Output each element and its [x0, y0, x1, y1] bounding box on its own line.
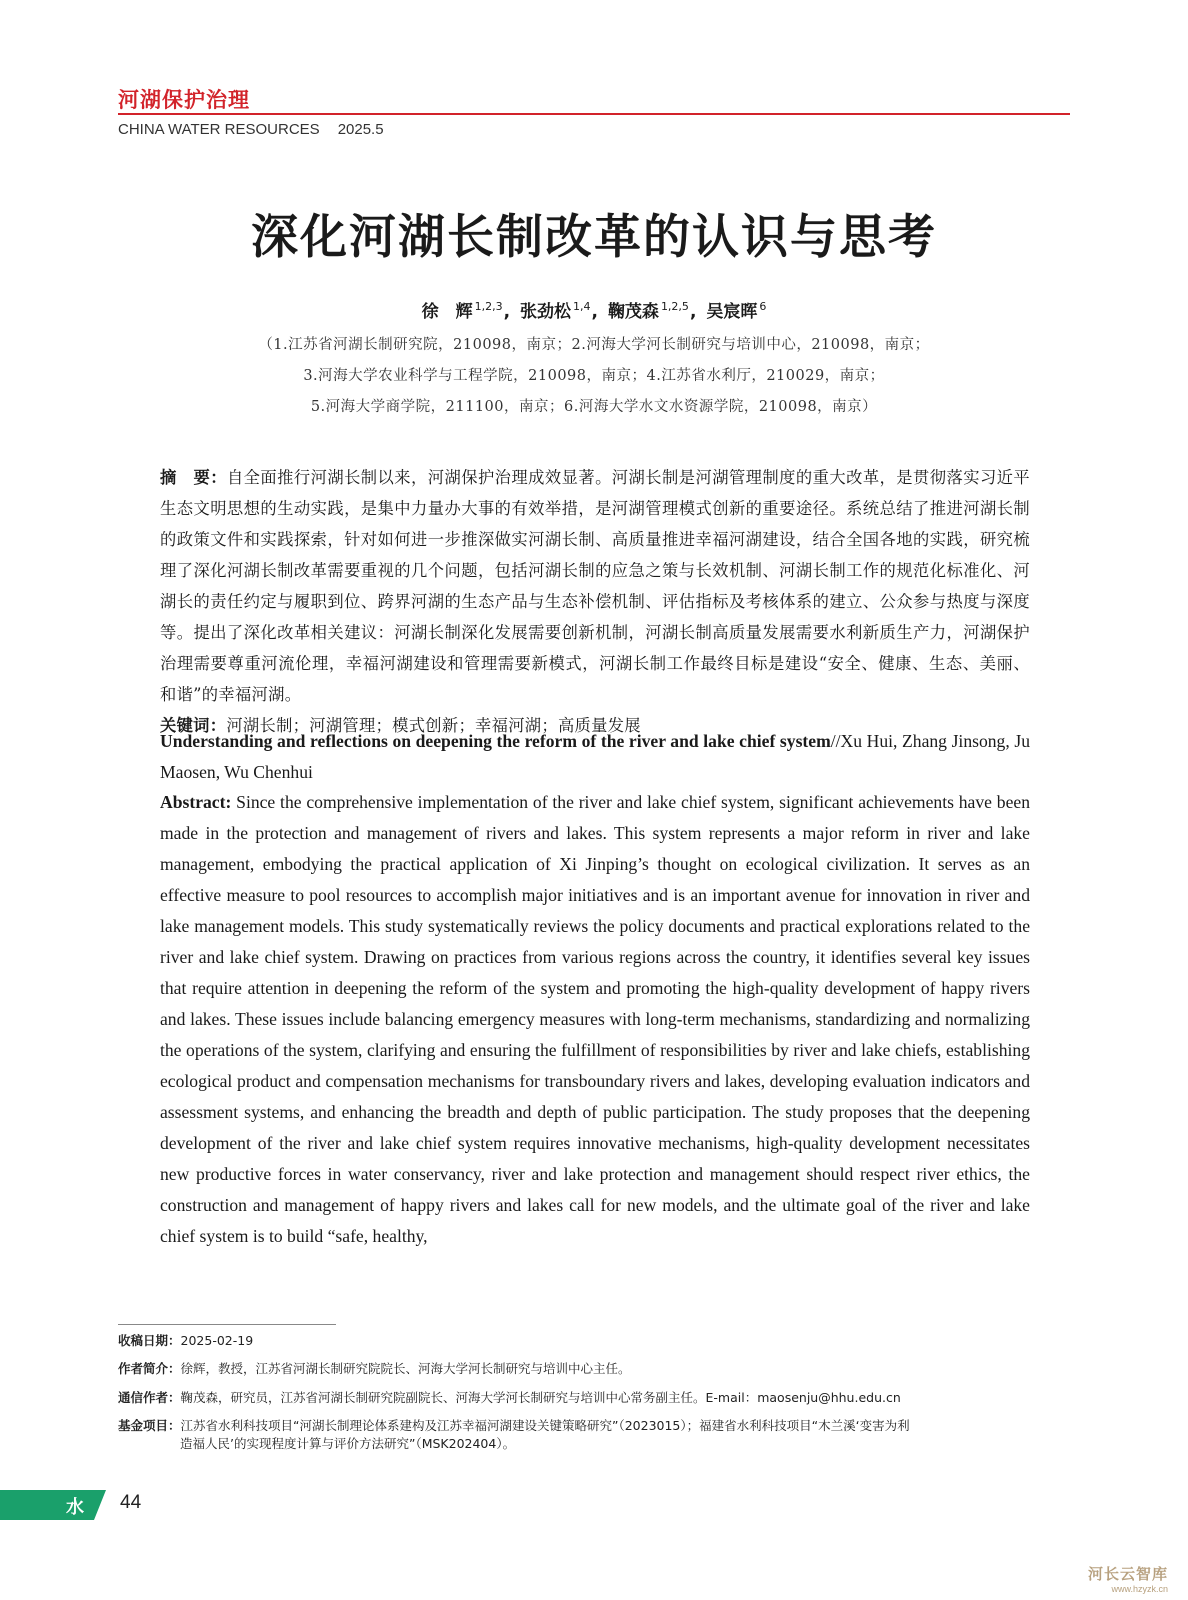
author-affil-sup: 6: [759, 300, 767, 314]
author-name: 徐 辉: [421, 302, 473, 322]
page-tab-label: 水: [66, 1497, 84, 1518]
received-date: 2025-02-19: [180, 1333, 254, 1348]
keywords-text: 河湖长制；河湖管理；模式创新；幸福河湖；高质量发展: [226, 716, 641, 735]
bio-label: 作者简介：: [118, 1361, 181, 1376]
received-label: 收稿日期：: [118, 1333, 181, 1348]
keywords-label: 关键词：: [160, 716, 227, 735]
en-title-block: [160, 726, 1030, 788]
author-name: 吴宸晖: [706, 302, 758, 322]
author-separator: ,: [503, 302, 511, 322]
en-authors: //Xu Hui, Zhang Jinsong, Ju Maosen, Wu Chenhui: [160, 731, 1031, 782]
bio-text: 徐辉，教授，江苏省河湖长制研究院院长、河海大学河长制研究与培训中心主任。: [180, 1361, 631, 1376]
journal-issue: 2025.5: [337, 121, 384, 138]
affiliation-line: 3.河海大学农业科学与工程学院，210098，南京；4.江苏省水利厅，210029，南京；: [303, 368, 885, 384]
footnote-funding: [118, 1417, 1072, 1453]
en-abstract-label: Abstract:: [160, 792, 232, 812]
en-abstract: [160, 787, 1030, 1252]
watermark-name: 河长云智库: [1087, 1565, 1168, 1583]
author-name: 张劲松: [520, 302, 572, 322]
page-number: 44: [120, 1492, 142, 1513]
author-separator: ,: [689, 302, 697, 322]
header-rule: [118, 113, 1070, 115]
page-tab-bar: [0, 1490, 106, 1520]
author-affil-sup: 1,2,3: [474, 300, 503, 314]
author-separator: ,: [591, 302, 599, 322]
watermark: [1088, 1563, 1168, 1594]
section-title: 河湖保护治理: [118, 88, 250, 112]
footnote-rule: [118, 1324, 336, 1325]
article-title: 深化河湖长制改革的认识与思考: [251, 210, 937, 265]
en-abstract-text: Since the comprehensive implementation of the river and lake chief system, significant achievements have been made in the protection and management of rivers and lakes. This system represents a major reform in river and lake management, embodying the practical application of Xi Jinping’s thought on ecological civilization. It serves as an effective measure to pool resources to accomplish major initiatives and is an important avenue for innovation in river and lake management models. This study systematically reviews the policy documents and practical explorations related to the river and lake chief system. Drawing on practices from various regions across the country, it identifies several key issues that require attention in deepening the reform of the system and promoting the high-quality development of happy rivers and lakes. These issues include balancing emergency measures with long-term mechanisms, standardizing and normalizing the operations of the system, clarifying and ensuring the fulfillment of responsibilities by river and lake chiefs, establishing ecological product and compensation mechanisms for transboundary rivers and lakes, developing evaluation indicators and assessment systems, and enhancing the breadth and depth of public participation. The study proposes that the deepening development of the river and lake chief system requires innovative mechanisms, high-quality development necessitates new productive forces in water conservancy, river and lake protection and management should respect river ethics, the construction and management of happy rivers and lakes call for new models, and the ultimate goal of the river and lake chief system is to build “safe, healthy,: [160, 792, 1030, 1246]
corr-label: 通信作者：: [118, 1390, 181, 1405]
corr-text: 鞠茂森，研究员，江苏省河湖长制研究院副院长、河海大学河长制研究与培训中心常务副主任。E-mail：maosenju@hhu.edu.cn: [180, 1390, 901, 1405]
journal-line: [118, 121, 384, 138]
fund-text: 江苏省水利科技项目“河湖长制理论体系建构及江苏幸福河湖建设关键策略研究”（2023015）；福建省水利科技项目“木兰溪‘变害为利: [180, 1418, 910, 1433]
cn-abstract-label: 摘 要：: [160, 468, 227, 487]
author-line: [0, 297, 1188, 322]
fund-label: 基金项目：: [118, 1418, 181, 1433]
author-affil-sup: 1,4: [573, 300, 591, 314]
author-name: 鞠茂森: [607, 302, 659, 322]
footnote-bio: [118, 1360, 631, 1378]
cn-abstract: [160, 462, 1030, 741]
watermark-url: www.hzyzk.cn: [1111, 1584, 1168, 1594]
affiliation-line: （1.江苏省河湖长制研究院，210098，南京；2.河海大学河长制研究与培训中心，210098，南京；: [258, 337, 930, 353]
fund-text-cont: 造福人民’的实现程度计算与评价方法研究”（MSK202404）。: [180, 1436, 516, 1451]
en-title: Understanding and reflections on deepening the reform of the river and lake chief system: [160, 731, 831, 751]
footnote-correspondence: [118, 1389, 901, 1407]
cn-abstract-text: 自全面推行河湖长制以来，河湖保护治理成效显著。河湖长制是河湖管理制度的重大改革，是贯彻落实习近平生态文明思想的生动实践，是集中力量办大事的有效举措，是河湖管理模式创新的重要途径。系统总结了推进河湖长制的政策文件和实践探索，针对如何进一步推深做实河湖长制、高质量推进幸福河湖建设，结合全国各地的实践，研究梳理了深化河湖长制改革需要重视的几个问题，包括河湖长制的应急之策与长效机制、河湖长制工作的规范化标准化、河湖长的责任约定与履职到位、跨界河湖的生态产品与生态补偿机制、评估指标及考核体系的建立、公众参与热度与深度等。提出了深化改革相关建议：河湖长制深化发展需要创新机制，河湖长制高质量发展需要水利新质生产力，河湖保护治理需要尊重河流伦理，幸福河湖建设和管理需要新模式，河湖长制工作最终目标是建设“安全、健康、生态、美丽、和谐”的幸福河湖。: [160, 468, 1030, 704]
footnote-received: [118, 1332, 253, 1350]
affiliation-line: 5.河海大学商学院，211100，南京；6.河海大学水文水资源学院，210098，南京）: [310, 399, 878, 415]
author-affil-sup: 1,2,5: [660, 300, 689, 314]
journal-name: CHINA WATER RESOURCES: [118, 121, 320, 138]
